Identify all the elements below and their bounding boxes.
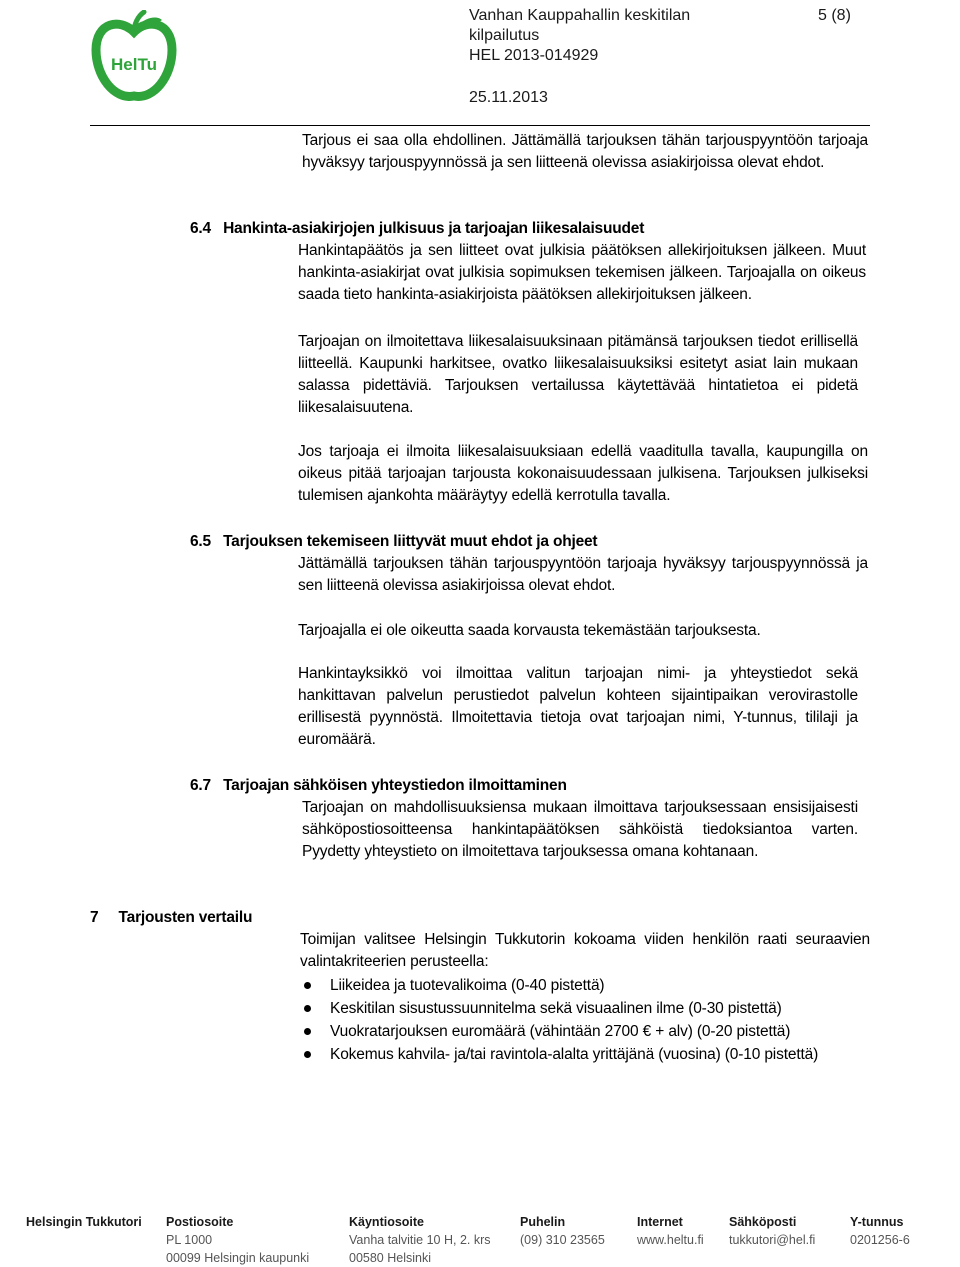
list-item: Kokemus kahvila- ja/tai ravintola-alalta yrittäjänä (vuosina) (0-10 pistettä) — [300, 1043, 880, 1066]
logo-text: HelTu — [111, 55, 157, 74]
list-item: Liikeidea ja tuotevalikoima (0-40 pistettä) — [300, 974, 880, 997]
footer-org: Helsingin Tukkutori — [26, 1215, 142, 1229]
footer-ytunnus: Y-tunnus 0201256-6 — [850, 1215, 910, 1247]
section-title: Hankinta-asiakirjojen julkisuus ja tarjoajan liikesalaisuudet — [223, 220, 645, 237]
email-link[interactable]: tukkutori@hel.fi — [729, 1233, 816, 1247]
section-title: Tarjousten vertailu — [118, 909, 253, 926]
doc-reference: HEL 2013-014929 — [469, 47, 599, 64]
s67-paragraph-1: Tarjoajan on mahdollisuuksiensa mukaan ilmoittava tarjouksessaan ensisijaisesti sähköpostiosoitteensa hankintapäätöksen sähköistä tiedoksiantoa varten. Pyydetty yhteystieto on ilmoitettava tarjouksessa omana kohtanaan. — [302, 799, 858, 860]
page-number: 5 (8) — [818, 7, 851, 24]
footer-postal: Postiosoite PL 1000 00099 Helsingin kaupunki — [166, 1215, 310, 1265]
bullet-icon — [304, 1028, 311, 1035]
list-item: Keskitilan sisustussuunnitelma sekä visuaalinen ilme (0-30 pistettä) — [300, 997, 880, 1020]
s65-paragraph-1: Jättämällä tarjouksen tähän tarjouspyyntöön tarjoaja hyväksyy tarjouspyynnössä ja sen liitteenä olevissa asiakirjoissa olevat ehdot. — [298, 555, 868, 594]
section-number: 6.4 — [190, 220, 211, 237]
footer-phone: Puhelin (09) 310 23565 — [520, 1215, 605, 1247]
footer-visit: Käyntiosoite Vanha talvitie 10 H, 2. krs 00580 Helsinki — [349, 1215, 491, 1265]
footer-email: Sähköposti tukkutori@hel.fi — [729, 1215, 816, 1247]
doc-title-line1: Vanhan Kauppahallin keskitilan — [469, 7, 691, 24]
section-number: 6.5 — [190, 533, 211, 550]
section-title: Tarjoajan sähköisen yhteystiedon ilmoittaminen — [223, 777, 567, 794]
section-6-4-heading — [190, 218, 644, 240]
bullet-icon — [304, 1051, 311, 1058]
doc-title-line2: kilpailutus — [469, 27, 540, 44]
heltu-logo — [90, 10, 178, 105]
s64-paragraph-3: Jos tarjoaja ei ilmoita liikesalaisuuksiaan edellä vaaditulla tavalla, kaupungilla on oikeus pitää tarjoajan tarjousta kokonaisuudessaan julkisena. Tarjouksen julkiseksi tulemisen ajankohta määräytyy edellä kerrotulla tavalla. — [298, 443, 868, 504]
s65-paragraph-2: Tarjoajalla ei ole oikeutta saada korvausta tekemästään tarjouksesta. — [298, 622, 761, 639]
section-6-7-heading — [190, 775, 567, 797]
apple-logo-icon — [90, 10, 178, 105]
section-number: 7 — [90, 909, 99, 926]
footer-web: Internet www.heltu.fi — [637, 1215, 704, 1247]
list-item: Vuokratarjouksen euromäärä (vähintään 2700 € + alv) (0-20 pistettä) — [300, 1020, 880, 1043]
bullet-icon — [304, 982, 311, 989]
website-link[interactable]: www.heltu.fi — [637, 1233, 704, 1247]
s7-intro: Toimijan valitsee Helsingin Tukkutorin kokoama viiden henkilön raati seuraavien valintakriteerien perusteella: — [300, 931, 870, 970]
section-number: 6.7 — [190, 777, 211, 794]
header-divider — [90, 125, 870, 126]
doc-date: 25.11.2013 — [469, 89, 548, 106]
s64-paragraph-1: Hankintapäätös ja sen liitteet ovat julkisia päätöksen allekirjoituksen jälkeen. Muut hankinta-asiakirjat ovat julkisia sopimuksen tekemisen jälkeen. Tarjoajalla on oikeus saada tieto hankinta-asiakirjoista päätöksen allekirjoituksen jälkeen. — [298, 242, 866, 303]
section-title: Tarjouksen tekemiseen liittyvät muut ehdot ja ohjeet — [223, 533, 598, 550]
section-6-5-heading — [190, 531, 597, 553]
section-7-heading — [90, 907, 252, 929]
intro-paragraph: Tarjous ei saa olla ehdollinen. Jättämällä tarjouksen tähän tarjouspyyntöön tarjoaja hyväksyy tarjouspyynnössä ja sen liitteenä olevissa asiakirjoissa olevat ehdot. — [302, 132, 868, 171]
s64-paragraph-2: Tarjoajan on ilmoitettava liikesalaisuuksinaan pitämänsä tarjouksen tiedot erillisellä liitteellä. Kaupunki harkitsee, ovatko liikesalaisuuksiksi esitetyt asiat lain mukaan salassa pidettäviä. Tarjouksen vertailussa käytettävää hintatietoa ei pidetä liikesalaisuutena. — [298, 333, 858, 416]
bullet-icon — [304, 1005, 311, 1012]
s65-paragraph-3: Hankintayksikkö voi ilmoittaa valitun tarjoajan nimi- ja yhteystiedot sekä hankittavan palvelun perustiedot palvelun kohteen sijaintipaikan verovirastolle erillisestä pyynnöstä. Ilmoitettavia tietoja ovat tarjoajan nimi, Y-tunnus, tililaji ja euromäärä. — [298, 665, 858, 748]
criteria-list — [300, 974, 880, 1066]
